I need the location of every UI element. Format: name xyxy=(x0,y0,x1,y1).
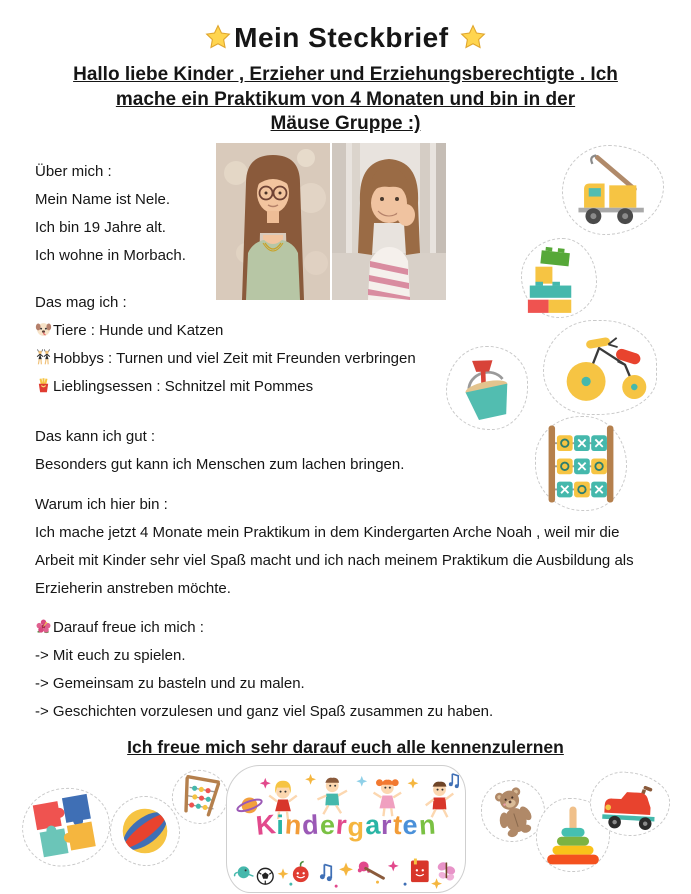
likes-item-text: Tiere : Hunde und Katzen xyxy=(53,322,224,339)
sticker-puzzle xyxy=(18,784,114,871)
sticker-sand-bucket xyxy=(446,346,528,430)
teddy-bear-icon xyxy=(485,784,541,838)
likes-item-food xyxy=(35,373,416,401)
intro-line-3: Mäuse Gruppe :) xyxy=(270,113,421,134)
likes-item-hobbies xyxy=(35,345,416,373)
fries-emoji-icon xyxy=(35,377,52,394)
intro-line-2: mache ein Praktikum von 4 Monaten und bin in der xyxy=(115,88,576,110)
toy-truck-icon xyxy=(593,774,668,834)
sticker-crane-truck xyxy=(562,145,664,235)
dancers-emoji-icon xyxy=(35,349,52,366)
likes-item-text: Hobbys : Turnen und viel Zeit mit Freunden verbringen xyxy=(53,350,416,367)
why-heading: Warum ich hier bin : xyxy=(35,496,168,513)
likes-item-animals xyxy=(35,317,416,345)
crane-truck-icon xyxy=(565,148,661,232)
building-blocks-icon xyxy=(526,242,592,314)
forward-item: -> Mit euch zu spielen. xyxy=(35,647,186,664)
likes-item-text: Lieblingsessen : Schnitzel mit Pommes xyxy=(53,378,314,395)
why-text: Ich mache jetzt 4 Monate mein Praktikum in dem Kindergarten Arche Noah , weil mir die Arbeit mit Kinder sehr viel Spaß macht und ich nach meinem Praktikum die Ausbildung als Erzieherin anstreben möchte. xyxy=(35,524,634,597)
sticker-tricycle xyxy=(543,320,657,415)
section-likes xyxy=(35,289,416,401)
forward-heading: Darauf freue ich mich : xyxy=(53,619,204,636)
tricycle-icon xyxy=(546,324,654,412)
about-line: Mein Name ist Nele. xyxy=(35,191,171,208)
skills-text: Besonders gut kann ich Menschen zum lachen bringen. xyxy=(35,456,405,473)
bead-abacus-icon xyxy=(172,770,227,824)
sand-bucket-icon xyxy=(449,349,525,427)
page-title-text: Mein Steckbrief xyxy=(234,22,449,53)
sticker-building-blocks xyxy=(521,238,597,318)
hibiscus-emoji-icon xyxy=(35,618,52,635)
sticker-kindergarten-wordart xyxy=(226,765,466,893)
about-heading: Über mich : xyxy=(35,163,112,180)
intro-line-1: Hallo liebe Kinder , Erzieher und Erziehungsberechtigte . Ich xyxy=(73,64,618,85)
section-about xyxy=(35,158,186,270)
page-title xyxy=(0,22,691,54)
beach-ball-icon xyxy=(115,801,175,861)
photo-row xyxy=(216,143,446,300)
skills-heading: Das kann ich gut : xyxy=(35,428,156,445)
sticker-tic-tac-toe xyxy=(535,416,627,511)
forward-heading-row xyxy=(35,614,493,642)
sticker-beach-ball xyxy=(110,796,180,866)
star-icon xyxy=(205,24,231,50)
forward-item: -> Gemeinsam zu basteln und zu malen. xyxy=(35,675,305,692)
photo-nele-current xyxy=(216,143,330,300)
tic-tac-toe-icon xyxy=(538,420,624,508)
kindergarten-word: Kindergarten xyxy=(254,809,438,842)
forward-item: -> Geschichten vorzulesen und ganz viel Spaß zusammen zu haben. xyxy=(35,703,494,720)
about-line: Ich bin 19 Jahre alt. xyxy=(35,219,166,236)
sticker-toy-truck xyxy=(588,770,671,838)
star-icon xyxy=(460,24,486,50)
likes-heading: Das mag ich : xyxy=(35,294,127,311)
intro-heading xyxy=(0,63,691,137)
section-skills xyxy=(35,423,404,479)
dog-emoji-icon xyxy=(35,321,52,338)
puzzle-icon xyxy=(26,791,106,862)
section-why xyxy=(35,491,657,603)
closing-line: Ich freue mich sehr darauf euch alle kennenzulernen xyxy=(127,737,564,757)
section-looking-forward xyxy=(35,614,493,726)
about-line: Ich wohne in Morbach. xyxy=(35,247,186,264)
photo-nele-child xyxy=(332,143,446,300)
